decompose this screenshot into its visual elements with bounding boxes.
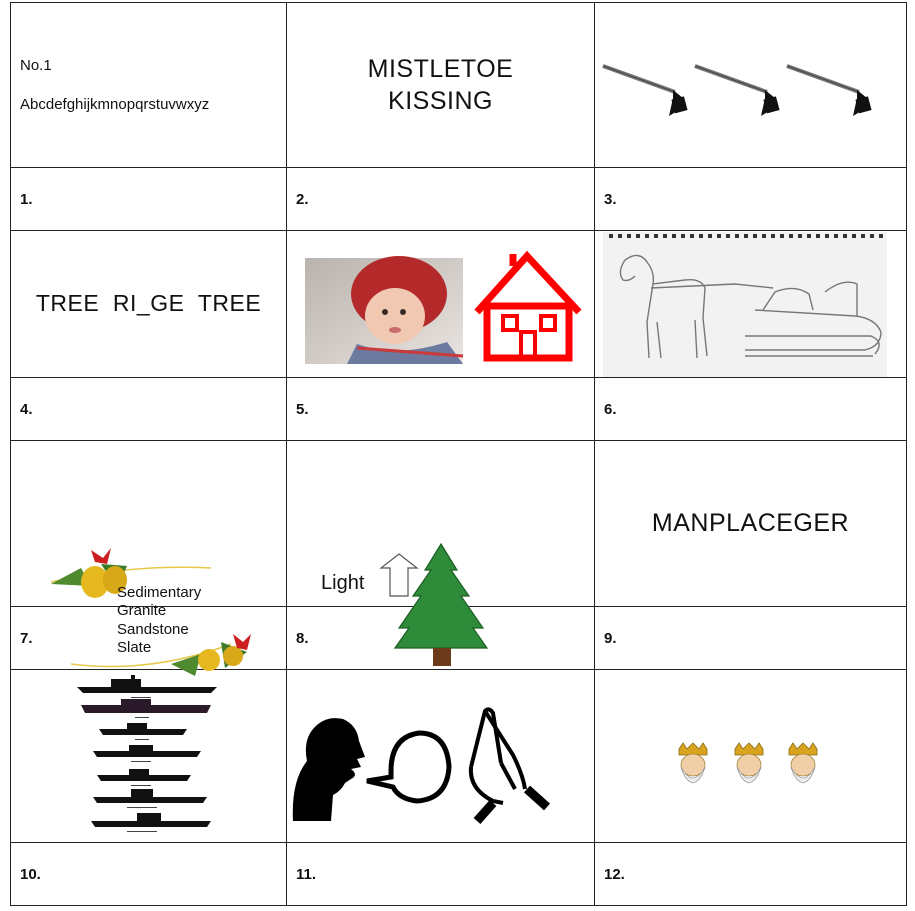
- rock-word-4: Slate: [117, 639, 152, 656]
- cell-header: [11, 3, 287, 168]
- clue-11-cell: [287, 670, 595, 843]
- clue-5-images: [287, 232, 595, 377]
- rebus-grid: [10, 2, 907, 906]
- up-arrow-icon: [381, 554, 417, 596]
- number-7: 7.: [11, 607, 287, 670]
- rock-word-1: Sedimentary: [117, 583, 202, 601]
- clue-9-cell: [595, 441, 907, 607]
- clue-4-text: TREE RI_GE TREE: [35, 290, 262, 317]
- number-8: 8.: [287, 607, 595, 670]
- number-5: 5.: [287, 378, 595, 441]
- king-head-icon: [679, 743, 707, 783]
- number-1: 1.: [11, 168, 287, 231]
- clue-8-images: [287, 524, 595, 688]
- clue-2-line-1: MISTLETOE: [367, 54, 514, 83]
- clue-6-cell: [595, 231, 907, 378]
- child-photo: [305, 256, 463, 364]
- clue-2-line-2: KISSING: [388, 87, 493, 115]
- clue-12-images: [595, 671, 907, 842]
- number-9: 9.: [595, 607, 907, 670]
- number-11: 11.: [287, 843, 595, 906]
- alphabet-line: Abcdefghijkmnopqrstuvwxyz: [20, 96, 210, 113]
- king-head-icon: [735, 743, 763, 783]
- clue-8-cell: [287, 441, 595, 607]
- clue-12-cell: [595, 670, 907, 843]
- hoe-icon: [603, 66, 688, 116]
- hoe-icon: [695, 66, 780, 116]
- clue-3-cell: [595, 3, 907, 168]
- clue-10-cell: [11, 670, 287, 843]
- rock-word-2: Granite: [117, 602, 167, 619]
- clue-7-cell: [11, 441, 287, 656]
- number-6: 6.: [595, 378, 907, 441]
- speech-bubble-icon: [367, 733, 449, 801]
- clue-4-cell: [11, 231, 287, 378]
- number-3: 3.: [595, 168, 907, 231]
- number-12: 12.: [595, 843, 907, 906]
- clue-2-cell: [287, 3, 595, 168]
- number-2: 2.: [287, 168, 595, 231]
- clue-9-text: MANPLACEGER: [651, 509, 850, 538]
- house-icon: [477, 254, 579, 358]
- hoe-icon: [787, 66, 872, 116]
- head-speaking-icon: [293, 718, 365, 821]
- number-4: 4.: [11, 378, 287, 441]
- warship-silhouettes: [11, 671, 287, 842]
- king-head-icon: [789, 743, 817, 783]
- page-title: No.1: [20, 57, 52, 74]
- number-10: 10.: [11, 843, 287, 906]
- hoes-image: [595, 4, 903, 167]
- clue-11-images: [287, 671, 595, 842]
- horse-sleigh-drawing: [595, 232, 907, 377]
- clue-5-cell: [287, 231, 595, 378]
- rock-word-3: Sandstone: [117, 620, 189, 638]
- praying-hands-icon: [471, 709, 547, 821]
- light-label: Light: [321, 571, 365, 594]
